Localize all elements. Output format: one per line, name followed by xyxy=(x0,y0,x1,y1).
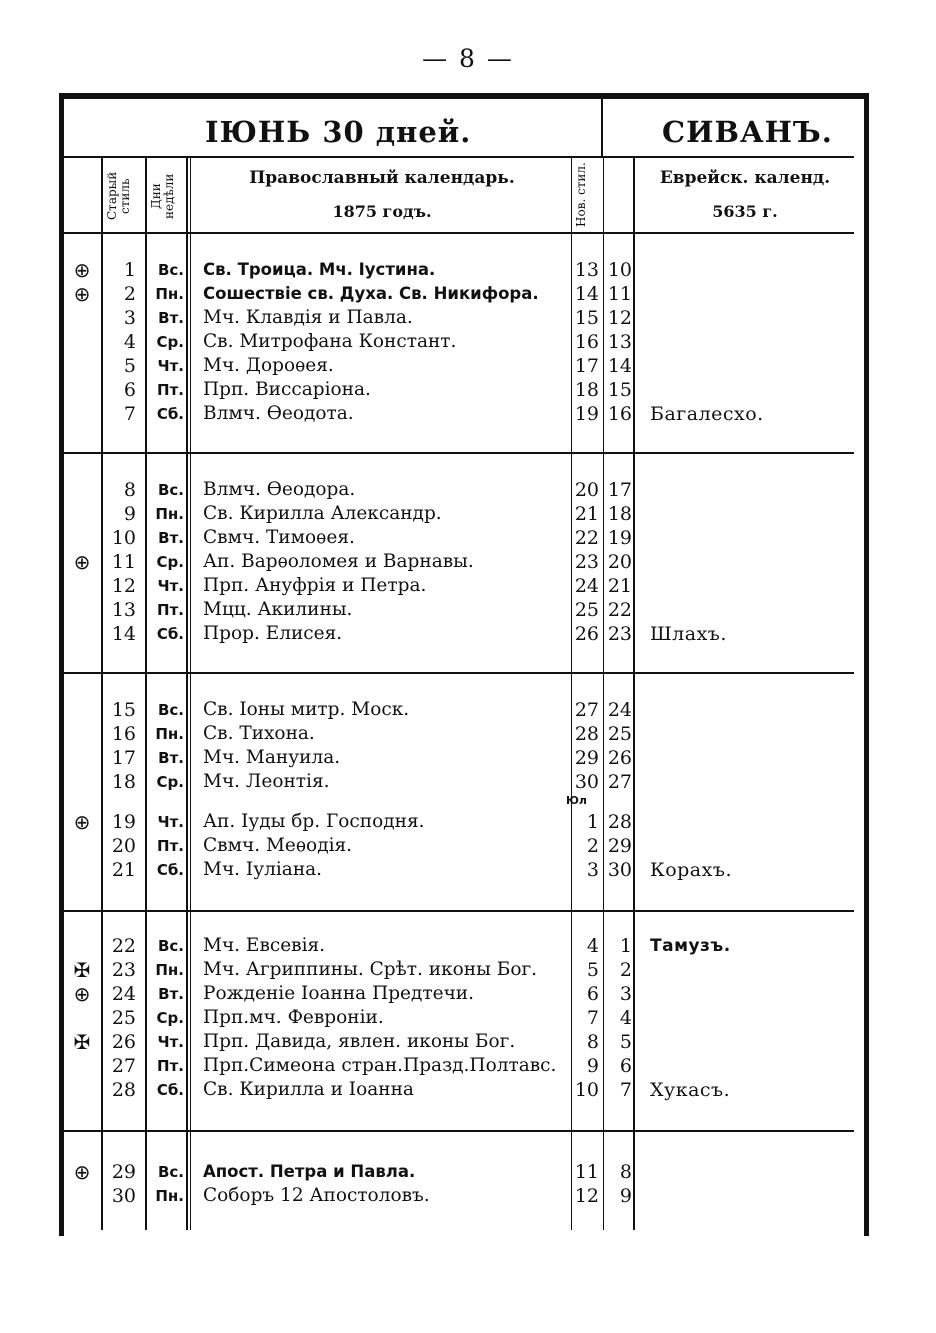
hebrew-date: 5 xyxy=(619,1031,632,1053)
week-rule-4 xyxy=(64,1130,854,1132)
old-style-date: 22 xyxy=(111,935,136,957)
saint-name: Св. Кирилла Александр. xyxy=(203,503,442,524)
saint-name: Прор. Елисея. xyxy=(203,623,343,644)
feast-mark: ⊕ xyxy=(73,982,91,1006)
old-style-date: 17 xyxy=(111,747,136,769)
saint-name: Соборъ 12 Апостоловъ. xyxy=(203,1185,430,1206)
calendar-row xyxy=(64,982,854,1006)
weekday: Ср. xyxy=(156,333,184,351)
weekday: Пн. xyxy=(155,285,184,303)
calendar-row xyxy=(64,502,854,526)
new-style-date: 26 xyxy=(574,623,599,645)
calendar-row xyxy=(64,478,854,502)
hebrew-date: 6 xyxy=(619,1055,632,1077)
weekday: Чт. xyxy=(157,1033,184,1051)
new-style-date: 17 xyxy=(574,355,599,377)
saint-name: Ап. Іуды бр. Господня. xyxy=(203,811,425,832)
jewish-note: Корахъ. xyxy=(650,859,732,881)
calendar-row xyxy=(64,810,854,834)
saint-name: Влмч. Ѳеодора. xyxy=(203,479,356,500)
hebrew-date: 2 xyxy=(619,959,632,981)
header-jewish-year: 5635 г. xyxy=(712,202,778,221)
old-style-date: 30 xyxy=(111,1185,136,1207)
calendar-row xyxy=(64,258,854,282)
weekday: Пн. xyxy=(155,1187,184,1205)
weekday: Пн. xyxy=(155,725,184,743)
new-style-date: 22 xyxy=(574,527,599,549)
feast-mark: ⊕ xyxy=(73,282,91,306)
hebrew-date: 23 xyxy=(607,623,632,645)
page-number: — 8 — xyxy=(422,44,514,73)
jewish-note: Багалесхо. xyxy=(650,403,764,425)
hebrew-date: 4 xyxy=(619,1007,632,1029)
saint-name: Прп.Симеона стран.Празд.Полтавс. xyxy=(203,1055,557,1076)
old-style-date: 19 xyxy=(111,811,136,833)
new-style-date: 20 xyxy=(574,479,599,501)
new-style-date: 14 xyxy=(574,283,599,305)
calendar-row xyxy=(64,934,854,958)
old-style-date: 14 xyxy=(111,623,136,645)
saint-name: Апост. Петра и Павла. xyxy=(203,1162,416,1181)
weekday: Вс. xyxy=(157,1163,184,1181)
hebrew-date: 29 xyxy=(607,835,632,857)
hebrew-date: 30 xyxy=(607,859,632,881)
calendar-row xyxy=(64,1054,854,1078)
hebrew-date: 8 xyxy=(619,1161,632,1183)
calendar-row xyxy=(64,306,854,330)
week-rule-2 xyxy=(64,672,854,674)
calendar-row xyxy=(64,622,854,646)
new-style-date: 8 xyxy=(586,1031,599,1053)
weekday: Пн. xyxy=(155,961,184,979)
hebrew-date: 20 xyxy=(607,551,632,573)
old-style-date: 24 xyxy=(111,983,136,1005)
weekday: Сб. xyxy=(156,1081,184,1099)
saint-name: Мч. Іуліана. xyxy=(203,859,323,880)
new-style-date: 25 xyxy=(574,599,599,621)
saint-name: Мч. Агриппины. Срѣт. иконы Бог. xyxy=(203,959,538,980)
old-style-date: 27 xyxy=(111,1055,136,1077)
saint-name: Свмч. Тимоѳея. xyxy=(203,527,355,548)
old-style-date: 16 xyxy=(111,723,136,745)
old-style-date: 26 xyxy=(111,1031,136,1053)
new-style-date: 24 xyxy=(574,575,599,597)
calendar-row xyxy=(64,858,854,882)
weekday: Пт. xyxy=(157,381,184,399)
new-style-date: 28 xyxy=(574,723,599,745)
saint-name: Св. Кирилла и Іоанна xyxy=(203,1079,414,1100)
hebrew-date: 17 xyxy=(607,479,632,501)
calendar-row xyxy=(64,1184,854,1208)
saint-name: Рожденіе Іоанна Предтечи. xyxy=(203,983,475,1004)
jewish-note: Хукасъ. xyxy=(650,1079,731,1101)
saint-name: Мч. Дороѳея. xyxy=(203,355,334,376)
feast-mark: ⊕ xyxy=(73,810,91,834)
old-style-date: 7 xyxy=(123,403,136,425)
hebrew-date: 25 xyxy=(607,723,632,745)
old-style-date: 8 xyxy=(123,479,136,501)
weekday: Ср. xyxy=(156,553,184,571)
weekday: Сб. xyxy=(156,861,184,879)
feast-mark: ⊕ xyxy=(73,258,91,282)
saint-name: Мч. Евсевія. xyxy=(203,935,326,956)
hebrew-date: 10 xyxy=(607,259,632,281)
calendar-row xyxy=(64,722,854,746)
old-style-date: 18 xyxy=(111,771,136,793)
new-style-date: 7 xyxy=(586,1007,599,1029)
jewish-note: Тамузъ. xyxy=(650,936,731,956)
saint-name: Св. Іоны митр. Моск. xyxy=(203,699,410,720)
hebrew-date: 19 xyxy=(607,527,632,549)
month-title: ІЮНЬ 30 дней. xyxy=(205,115,472,149)
hebrew-date: 22 xyxy=(607,599,632,621)
old-style-date: 6 xyxy=(123,379,136,401)
old-style-date: 4 xyxy=(123,331,136,353)
new-style-date: 12 xyxy=(574,1185,599,1207)
hebrew-date: 18 xyxy=(607,503,632,525)
old-style-date: 12 xyxy=(111,575,136,597)
saint-name: Прп. Давида, явлен. иконы Бог. xyxy=(203,1031,516,1052)
saint-name: Св. Троица. Мч. Іустина. xyxy=(203,260,436,279)
new-style-date: 2 xyxy=(586,835,599,857)
old-style-date: 21 xyxy=(111,859,136,881)
calendar-row xyxy=(64,1160,854,1184)
weekday: Ср. xyxy=(156,773,184,791)
old-style-date: 10 xyxy=(111,527,136,549)
hebrew-date: 9 xyxy=(619,1185,632,1207)
calendar-row xyxy=(64,354,854,378)
saint-name: Влмч. Ѳеодота. xyxy=(203,403,354,424)
new-style-date: 23 xyxy=(574,551,599,573)
saint-name: Ап. Варѳоломея и Варнавы. xyxy=(203,551,474,572)
saint-name: Прп. Виссаріона. xyxy=(203,379,371,400)
weekday: Вс. xyxy=(157,701,184,719)
old-style-date: 25 xyxy=(111,1007,136,1029)
old-style-date: 29 xyxy=(111,1161,136,1183)
calendar-row xyxy=(64,958,854,982)
weekday: Чт. xyxy=(157,813,184,831)
new-style-date: 29 xyxy=(574,747,599,769)
new-style-date: 18 xyxy=(574,379,599,401)
saint-name: Мцц. Акилины. xyxy=(203,599,353,620)
week-rule-3 xyxy=(64,910,854,912)
old-style-date: 5 xyxy=(123,355,136,377)
new-style-date: 11 xyxy=(574,1161,599,1183)
hebrew-date: 1 xyxy=(619,935,632,957)
new-style-date: 6 xyxy=(586,983,599,1005)
hebrew-date: 13 xyxy=(607,331,632,353)
new-style-date: 5 xyxy=(586,959,599,981)
feast-mark: ✠ xyxy=(73,958,91,982)
new-style-date: 1 xyxy=(586,811,599,833)
old-style-date: 15 xyxy=(111,699,136,721)
old-style-date: 11 xyxy=(111,551,136,573)
weekday: Вт. xyxy=(158,309,184,327)
weekday: Сб. xyxy=(156,625,184,643)
hebrew-date: 14 xyxy=(607,355,632,377)
calendar-row xyxy=(64,526,854,550)
weekday: Вс. xyxy=(157,261,184,279)
calendar-row xyxy=(64,1006,854,1030)
feast-mark: ⊕ xyxy=(73,1160,91,1184)
old-style-date: 2 xyxy=(123,283,136,305)
jewish-month-title: СИВАНЪ. xyxy=(662,115,833,149)
weekday: Вт. xyxy=(158,985,184,1003)
calendar-row xyxy=(64,834,854,858)
saint-name: Св. Митрофана Констант. xyxy=(203,331,457,352)
july-marker: Юл xyxy=(566,794,587,807)
old-style-date: 13 xyxy=(111,599,136,621)
saint-name: Свмч. Меѳодія. xyxy=(203,835,353,856)
header-year: 1875 годъ. xyxy=(332,202,432,221)
weekday: Вт. xyxy=(158,529,184,547)
new-style-date: 4 xyxy=(586,935,599,957)
hebrew-date: 24 xyxy=(607,699,632,721)
old-style-date: 1 xyxy=(123,259,136,281)
new-style-date: 9 xyxy=(586,1055,599,1077)
header-old-style: Старый стиль xyxy=(105,171,132,221)
saint-name: Мч. Мануила. xyxy=(203,747,341,768)
weekday: Пн. xyxy=(155,505,184,523)
hebrew-date: 11 xyxy=(607,283,632,305)
weekday: Вт. xyxy=(158,749,184,767)
weekday: Пт. xyxy=(157,837,184,855)
weekday: Чт. xyxy=(157,357,184,375)
calendar-row xyxy=(64,402,854,426)
calendar-row xyxy=(64,1078,854,1102)
saint-name: Мч. Клавдія и Павла. xyxy=(203,307,413,328)
calendar-row xyxy=(64,330,854,354)
calendar-row xyxy=(64,282,854,306)
calendar-row xyxy=(64,770,854,794)
hebrew-date: 12 xyxy=(607,307,632,329)
calendar-row xyxy=(64,378,854,402)
new-style-date: 3 xyxy=(586,859,599,881)
new-style-date: 30 xyxy=(574,771,599,793)
weekday: Чт. xyxy=(157,577,184,595)
header-weekday: Дни недѣли xyxy=(149,173,176,219)
hebrew-date: 16 xyxy=(607,403,632,425)
title-divider xyxy=(601,99,603,156)
new-style-date: 19 xyxy=(574,403,599,425)
header-jewish: Еврейск. календ. xyxy=(659,168,831,188)
saint-name: Мч. Леонтія. xyxy=(203,771,330,792)
hebrew-date: 21 xyxy=(607,575,632,597)
new-style-date: 27 xyxy=(574,699,599,721)
weekday: Сб. xyxy=(156,405,184,423)
hebrew-date: 7 xyxy=(619,1079,632,1101)
old-style-date: 28 xyxy=(111,1079,136,1101)
new-style-date: 15 xyxy=(574,307,599,329)
old-style-date: 9 xyxy=(123,503,136,525)
calendar-row xyxy=(64,598,854,622)
new-style-date: 10 xyxy=(574,1079,599,1101)
old-style-date: 3 xyxy=(123,307,136,329)
hebrew-date: 15 xyxy=(607,379,632,401)
new-style-date: 13 xyxy=(574,259,599,281)
calendar-row xyxy=(64,574,854,598)
hebrew-date: 28 xyxy=(607,811,632,833)
hebrew-date: 26 xyxy=(607,747,632,769)
weekday: Пт. xyxy=(157,1057,184,1075)
header-orthodox: Православный календарь. xyxy=(249,168,515,188)
feast-mark: ⊕ xyxy=(73,550,91,574)
saint-name: Прп. Ануфрія и Петра. xyxy=(203,575,427,596)
new-style-date: 21 xyxy=(574,503,599,525)
feast-mark: ✠ xyxy=(73,1030,91,1054)
calendar-row xyxy=(64,698,854,722)
hebrew-date: 27 xyxy=(607,771,632,793)
calendar-row xyxy=(64,550,854,574)
old-style-date: 20 xyxy=(111,835,136,857)
week-rule-1 xyxy=(64,452,854,454)
saint-name: Прп.мч. Февроніи. xyxy=(203,1007,384,1028)
saint-name: Сошествіе св. Духа. Св. Никифора. xyxy=(203,284,539,303)
new-style-date: 16 xyxy=(574,331,599,353)
old-style-date: 23 xyxy=(111,959,136,981)
weekday: Пт. xyxy=(157,601,184,619)
header-new-style: Нов. стил. xyxy=(574,162,588,228)
jewish-note: Шлахъ. xyxy=(650,623,727,645)
weekday: Вс. xyxy=(157,937,184,955)
header-rule xyxy=(64,232,854,234)
saint-name: Св. Тихона. xyxy=(203,723,315,744)
calendar-row xyxy=(64,1030,854,1054)
hebrew-date: 3 xyxy=(619,983,632,1005)
weekday: Вс. xyxy=(157,481,184,499)
weekday: Ср. xyxy=(156,1009,184,1027)
calendar-row xyxy=(64,746,854,770)
